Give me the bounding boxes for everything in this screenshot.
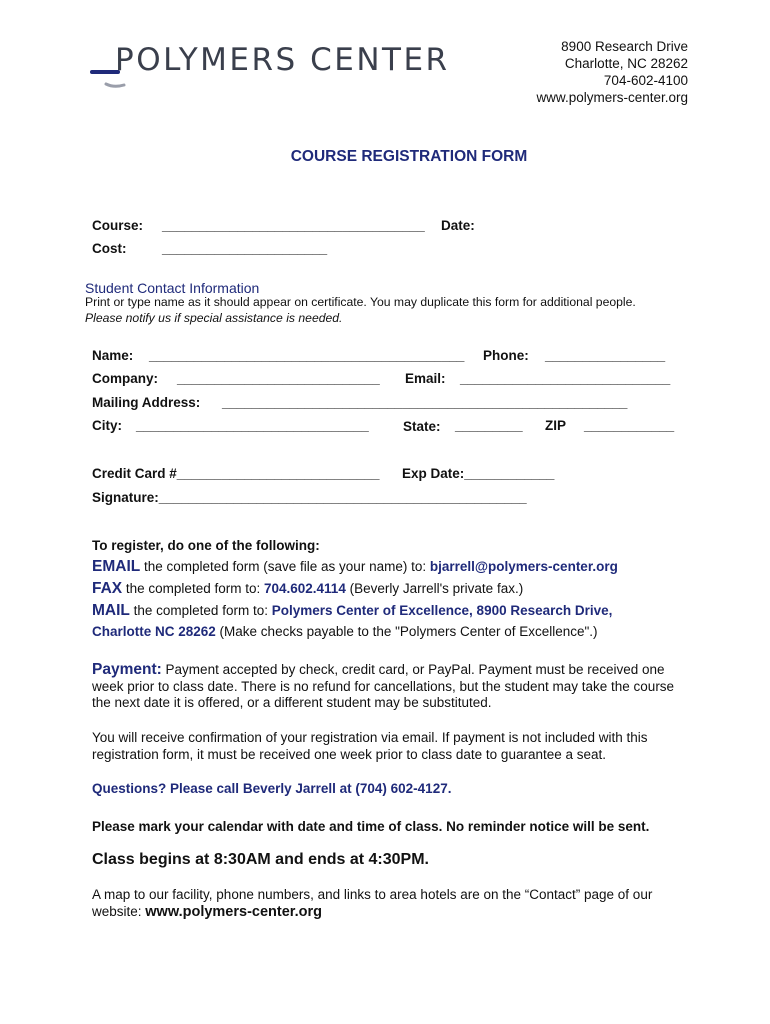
mail-option-continued [92, 624, 598, 639]
company-field[interactable]: ___________________________ [177, 371, 380, 386]
website-link[interactable]: www.polymers-center.org [145, 904, 323, 920]
reminder-line: Please mark your calendar with date and time of class. No reminder notice will be sent. [92, 819, 650, 834]
cost-label: Cost: [92, 241, 127, 256]
address-line2: Charlotte, NC 28262 [564, 56, 688, 71]
name-label: Name: [92, 348, 134, 363]
confirmation-paragraph: You will receive confirmation of your registration via email. If payment is not included with this registration form, it must be received one week prior to class date to guarantee a seat. [92, 730, 648, 762]
map-note [92, 886, 682, 921]
mailing-address-field[interactable]: ______________________________________________________ [222, 395, 628, 410]
mail-option-text: the completed form to: [129, 603, 272, 618]
payment-lead: Payment: [92, 661, 162, 678]
state-field[interactable]: _________ [455, 418, 523, 433]
address-phone: 704-602-4100 [603, 73, 688, 88]
mail-address-line2: Charlotte NC 28262 [92, 624, 216, 639]
mail-option [92, 602, 612, 620]
mailing-address-label: Mailing Address: [92, 395, 201, 410]
exp-date-field[interactable]: Exp Date:____________ [402, 466, 555, 481]
zip-field[interactable]: ____________ [584, 418, 675, 433]
mail-option-lead: MAIL [92, 602, 130, 619]
email-option-lead: EMAIL [92, 558, 141, 575]
email-label: Email: [405, 371, 446, 386]
mail-address-line1: Polymers Center of Excellence, 8900 Research Drive, [271, 603, 613, 618]
city-field[interactable]: _______________________________ [136, 418, 369, 433]
credit-card-field[interactable]: Credit Card #___________________________ [92, 466, 380, 481]
register-heading: To register, do one of the following: [92, 538, 320, 553]
fax-option-lead: FAX [92, 580, 123, 597]
payment-text: Payment accepted by check, credit card, or PayPal. Payment must be received one week prior to class date. There is no refund for cancellations, but the student may take the course the next date it is offered, or a different student may be substituted. [92, 662, 675, 710]
email-field[interactable]: ____________________________ [460, 371, 671, 386]
address-line1: 8900 Research Drive [561, 39, 688, 54]
name-field[interactable]: __________________________________________ [149, 348, 465, 363]
phone-field[interactable]: ________________ [545, 348, 666, 363]
email-option [92, 558, 618, 576]
address-website: www.polymers-center.org [536, 90, 688, 105]
class-time: Class begins at 8:30AM and ends at 4:30PM. [92, 851, 429, 868]
fax-option [92, 580, 523, 598]
form-title: COURSE REGISTRATION FORM [290, 148, 528, 165]
map-note-text: A map to our facility, phone numbers, and links to area hotels are on the “Contact” page of our website: [92, 887, 653, 919]
assistance-note: Please notify us if special assistance is needed. [85, 311, 343, 325]
questions-line: Questions? Please call Beverly Jarrell at (704) 602-4127. [92, 781, 452, 796]
signature-field[interactable]: Signature:_________________________________________________ [92, 490, 527, 505]
payment-paragraph [92, 662, 692, 712]
zip-label: ZIP [545, 418, 567, 433]
fax-number: 704.602.4114 [263, 581, 346, 596]
logo-text: POLYMERS CENTER [115, 42, 450, 78]
fax-note: (Beverly Jarrell's private fax.) [345, 581, 524, 596]
course-label: Course: [92, 218, 144, 233]
company-label: Company: [92, 371, 159, 386]
city-label: City: [92, 418, 122, 433]
course-field[interactable]: ___________________________________ [162, 218, 425, 233]
email-option-text: the completed form (save file as your name) to: [140, 559, 430, 574]
contact-heading: Student Contact Information [85, 280, 260, 296]
address-block [536, 38, 688, 106]
fax-option-text: the completed form to: [122, 581, 264, 596]
contact-instruction: Print or type name as it should appear on certificate. You may duplicate this form for additional people. [85, 295, 636, 309]
date-label: Date: [441, 218, 475, 233]
cost-field[interactable]: ______________________ [162, 241, 328, 256]
mail-note: (Make checks payable to the "Polymers Center of Excellence".) [215, 624, 598, 639]
state-label: State: [403, 419, 441, 434]
phone-label: Phone: [483, 348, 529, 363]
email-address-link[interactable]: bjarrell@polymers-center.org [429, 559, 618, 574]
